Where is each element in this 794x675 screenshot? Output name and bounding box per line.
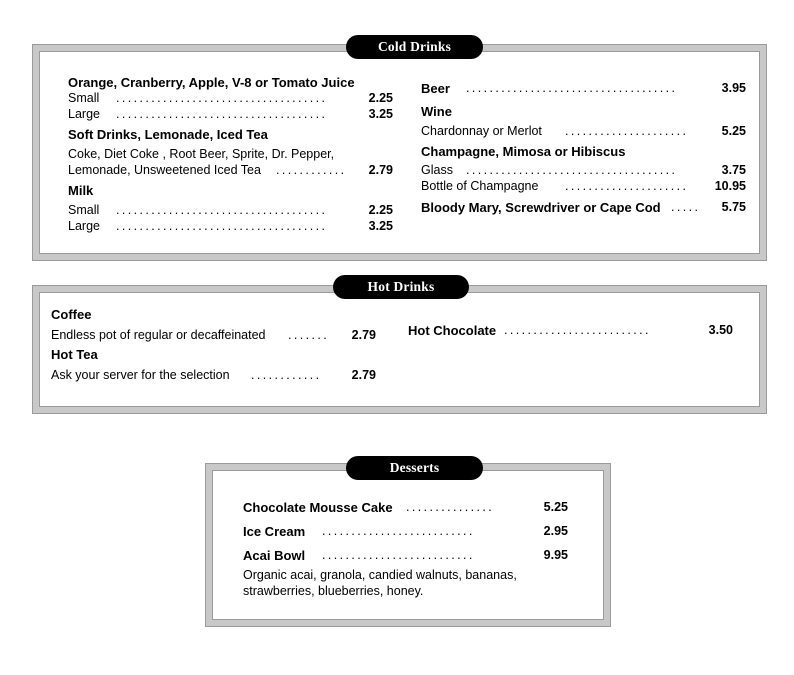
milk-large-label: Large (68, 219, 100, 233)
champagne-bottle-label: Bottle of Champagne (421, 179, 539, 193)
hot-drinks-title: Hot Drinks (333, 275, 469, 299)
desserts-section (206, 464, 610, 626)
wine-price: 5.25 (721, 124, 746, 138)
coffee-heading: Coffee (51, 307, 92, 322)
soft-drinks-desc-2: Lemonade, Unsweetened Iced Tea (68, 163, 261, 177)
soft-drinks-desc-1: Coke, Diet Coke , Root Beer, Sprite, Dr. Pepper, (68, 147, 335, 161)
champagne-bottle-price: 10.95 (714, 179, 746, 193)
wine-label: Chardonnay or Merlot (421, 124, 542, 138)
milk-small-label: Small (68, 203, 100, 217)
hot-chocolate-label: Hot Chocolate (408, 323, 497, 338)
hot-tea-heading: Hot Tea (51, 347, 98, 362)
dot-leader: ..................... (565, 124, 689, 138)
juice-small-label: Small (68, 91, 100, 105)
hot-tea-price: 2.79 (351, 368, 376, 382)
mousse-cake-price: 5.25 (543, 500, 568, 514)
desserts-title: Desserts (346, 456, 483, 480)
dot-leader: ..................... (565, 179, 689, 193)
coffee-price: 2.79 (351, 328, 376, 342)
acai-bowl-desc-1: Organic acai, granola, candied walnuts, bananas, (243, 568, 517, 582)
dot-leader: .................................... (116, 219, 328, 233)
beer-label: Beer (421, 81, 450, 96)
juice-small-price: 2.25 (368, 91, 393, 105)
coffee-label: Endless pot of regular or decaffeinated (51, 328, 266, 342)
acai-bowl-price: 9.95 (543, 548, 568, 562)
dot-leader: ............ (276, 163, 347, 177)
dot-leader: .................................... (116, 107, 328, 121)
dot-leader: ..... (671, 200, 701, 214)
dot-leader: .................................... (466, 163, 678, 177)
bloody-mary-price: 5.75 (721, 200, 746, 214)
dot-leader: ......................... (504, 323, 651, 337)
wine-heading: Wine (421, 104, 452, 119)
dot-leader: ....... (288, 328, 330, 342)
dot-leader: .................................... (116, 203, 328, 217)
champagne-glass-price: 3.75 (721, 163, 746, 177)
milk-small-price: 2.25 (368, 203, 393, 217)
juice-large-label: Large (68, 107, 100, 121)
dot-leader: ............ (251, 368, 322, 382)
acai-bowl-label: Acai Bowl (243, 548, 306, 563)
dot-leader: ............... (406, 500, 495, 514)
dot-leader: .......................... (322, 524, 475, 538)
soft-drinks-price: 2.79 (368, 163, 393, 177)
mousse-cake-label: Chocolate Mousse Cake (243, 500, 393, 515)
hot-chocolate-price: 3.50 (708, 323, 733, 337)
hot-drinks-section (33, 286, 766, 413)
acai-bowl-desc-2: strawberries, blueberries, honey. (243, 584, 424, 598)
beer-price: 3.95 (721, 81, 746, 95)
dot-leader: .................................... (466, 81, 678, 95)
hot-tea-label: Ask your server for the selection (51, 368, 230, 382)
ice-cream-label: Ice Cream (243, 524, 306, 539)
champagne-heading: Champagne, Mimosa or Hibiscus (421, 144, 626, 159)
champagne-glass-label: Glass (421, 163, 453, 177)
soft-drinks-heading: Soft Drinks, Lemonade, Iced Tea (68, 127, 268, 142)
juice-heading: Orange, Cranberry, Apple, V-8 or Tomato Juice (68, 75, 355, 90)
dot-leader: .................................... (116, 91, 328, 105)
juice-large-price: 3.25 (368, 107, 393, 121)
milk-heading: Milk (68, 183, 94, 198)
bloody-mary-label: Bloody Mary, Screwdriver or Cape Cod (421, 200, 661, 215)
cold-drinks-title: Cold Drinks (346, 35, 483, 59)
dot-leader: .......................... (322, 548, 475, 562)
milk-large-price: 3.25 (368, 219, 393, 233)
ice-cream-price: 2.95 (543, 524, 568, 538)
